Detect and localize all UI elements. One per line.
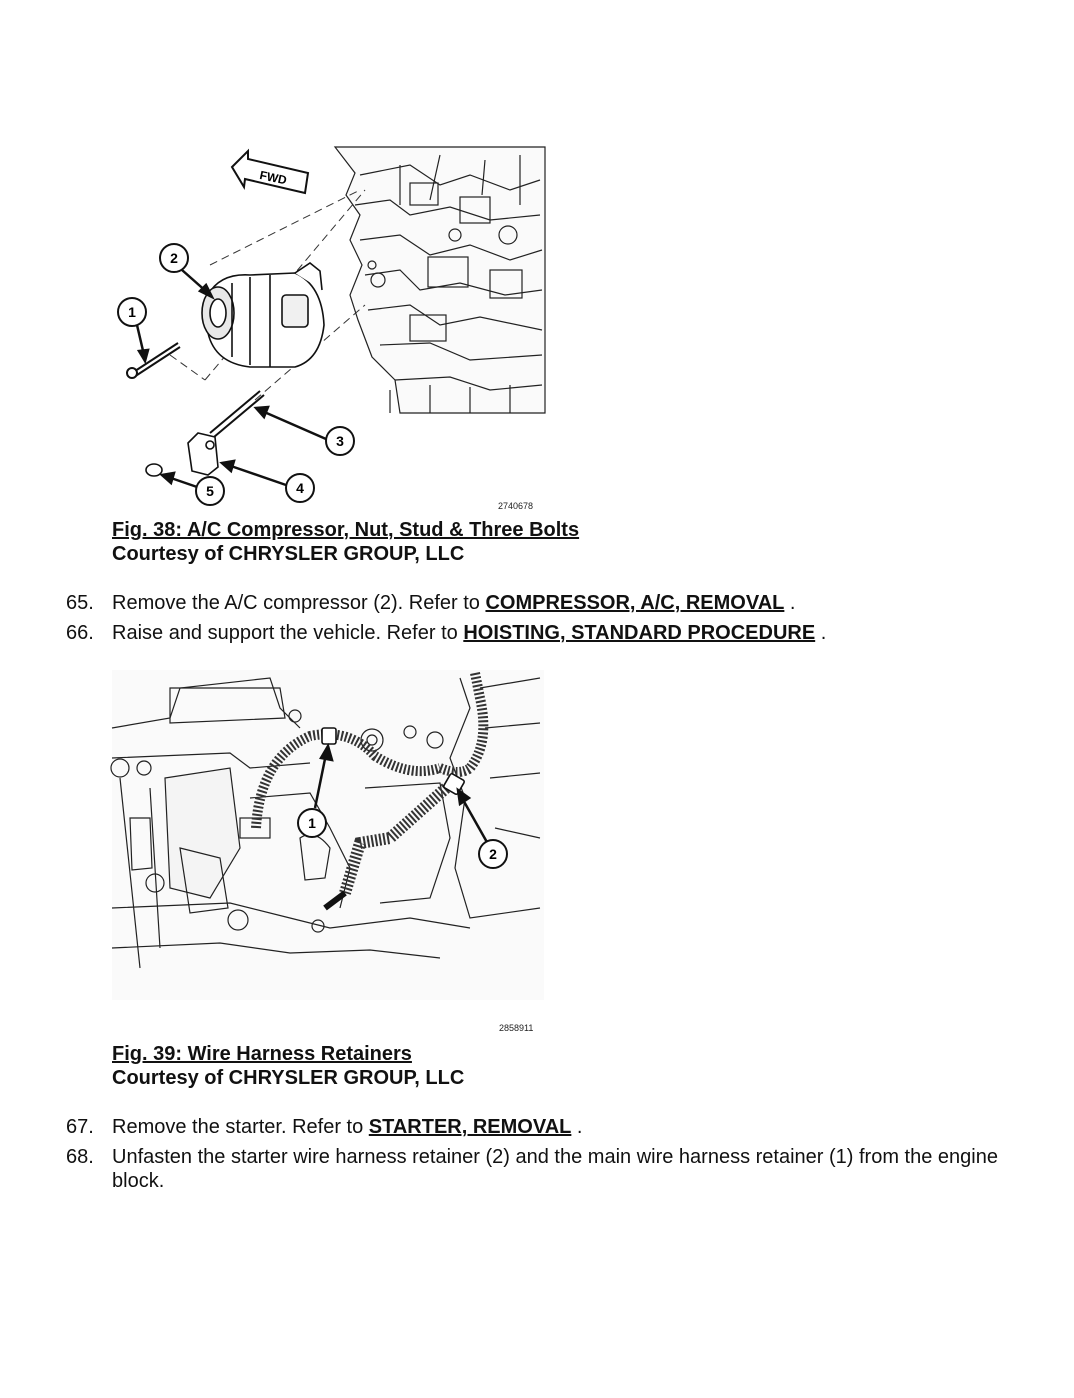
step-text-after: . xyxy=(571,1116,583,1138)
step-67 xyxy=(66,1115,1014,1139)
step-66 xyxy=(66,621,1014,645)
fwd-arrow-icon xyxy=(232,151,308,193)
figure-39-title: Fig. 39: Wire Harness Retainers xyxy=(112,1043,412,1065)
figure-39-courtesy: Courtesy of CHRYSLER GROUP, LLC xyxy=(112,1067,465,1089)
step-number: 68. xyxy=(66,1146,94,1168)
step-text-before: Raise and support the vehicle. Refer to xyxy=(112,622,464,644)
step-number: 65. xyxy=(66,592,94,614)
callout-3 xyxy=(326,427,354,455)
svg-text:5: 5 xyxy=(206,483,214,499)
link-hoisting-standard-procedure[interactable]: HOISTING, STANDARD PROCEDURE xyxy=(463,622,816,644)
svg-text:2: 2 xyxy=(170,250,178,266)
step-text xyxy=(112,1115,1014,1139)
step-text-after: . xyxy=(784,592,796,614)
step-text xyxy=(112,621,1014,645)
figure-38-caption xyxy=(112,518,579,566)
callout-2 xyxy=(160,244,188,272)
fwd-label: FWD xyxy=(258,168,288,188)
link-compressor-ac-removal[interactable]: COMPRESSOR, A/C, REMOVAL xyxy=(485,592,785,614)
figure-39-caption xyxy=(112,1042,464,1090)
step-text xyxy=(112,591,1014,615)
step-65 xyxy=(66,591,1014,615)
compressor-diagram xyxy=(110,145,550,515)
step-text-before: Remove the A/C compressor (2). Refer to xyxy=(112,592,486,614)
figure-39-illustration xyxy=(110,668,550,1040)
svg-text:1: 1 xyxy=(308,815,316,831)
step-text-after: . xyxy=(815,622,827,644)
svg-text:1: 1 xyxy=(128,304,136,320)
step-text: Unfasten the starter wire harness retainer (2) and the main wire harness retainer (1) from the engine block. xyxy=(112,1146,998,1192)
callout-1 xyxy=(118,298,146,326)
link-starter-removal[interactable]: STARTER, REMOVAL xyxy=(368,1116,572,1138)
figure-38-courtesy: Courtesy of CHRYSLER GROUP, LLC xyxy=(112,543,465,565)
callout-5 xyxy=(196,477,224,505)
figure-38-illustration xyxy=(110,145,550,515)
step-text-before: Remove the starter. Refer to xyxy=(112,1116,369,1138)
svg-text:2: 2 xyxy=(489,846,497,862)
svg-text:3: 3 xyxy=(336,433,344,449)
callout-2 xyxy=(479,840,507,868)
callout-4 xyxy=(286,474,314,502)
figure-38-title: Fig. 38: A/C Compressor, Nut, Stud & Three Bolts xyxy=(112,519,580,541)
callout-1 xyxy=(298,809,326,837)
ac-compressor xyxy=(202,263,324,367)
wire-harness-diagram xyxy=(110,668,550,1008)
step-68 xyxy=(66,1145,1014,1193)
step-number: 66. xyxy=(66,622,94,644)
main-harness-retainer xyxy=(322,728,336,744)
figure-39-number: 2858911 xyxy=(499,1023,534,1033)
svg-text:4: 4 xyxy=(296,480,304,496)
step-number: 67. xyxy=(66,1116,94,1138)
figure-38-number: 2740678 xyxy=(498,501,534,511)
